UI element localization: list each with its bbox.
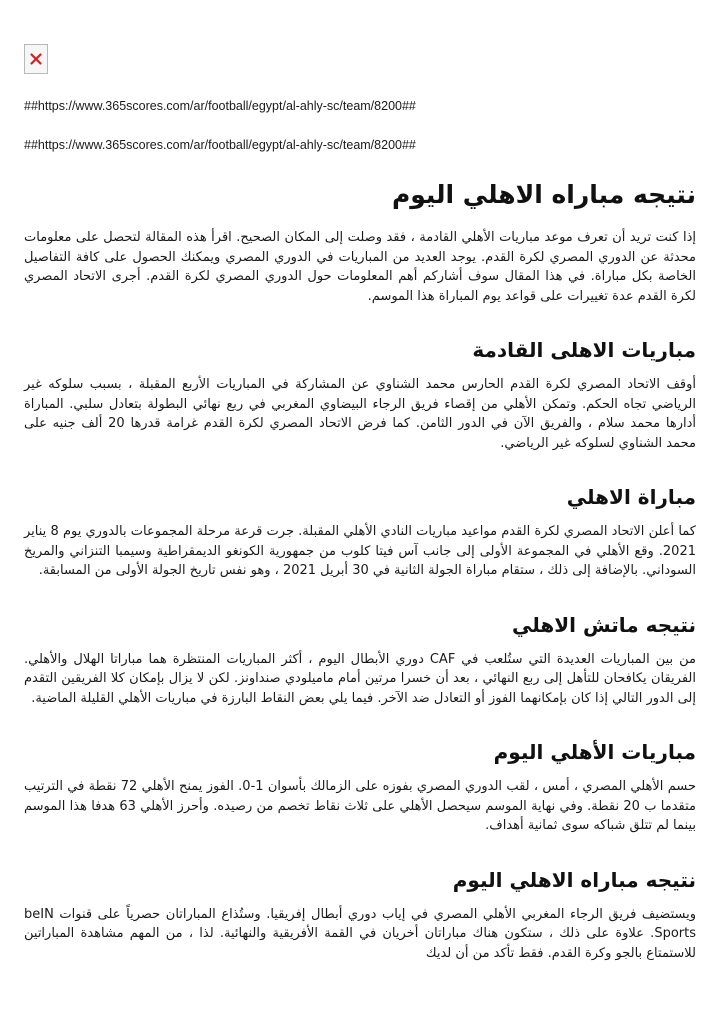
article-title: نتيجه مباراه الاهلي اليوم [391,180,696,209]
section-body: من بين المباريات العديدة التي ستُلعب في CAF دوري الأبطال اليوم ، أكثر المباريات المنتظرة هما مباراتا الهلال والأهلي. الفريقان يكافحان للتأهل إلى ربع النهائي ، بعد أن خسرا مرتين أمام ماميلودي صنداونز. لكن لا يزال بإمكان كلا الفريقين التقدم إلى الدور التالي إذا كان بإمكانهما الفوز أو التعادل ضد الآخر. فيما يلي بعض النقاط البارزة في مباريات الأهلي القليلة الماضية. [24,651,696,706]
section-heading: مباريات الاهلى القادمة [472,338,696,362]
section-heading: نتيجه ماتش الاهلي [512,612,696,637]
section-heading: مباريات الأهلي اليوم [493,740,696,764]
source-url-line: ##https://www.365scores.com/ar/football/egypt/al-ahly-sc/team/8200## [24,99,416,113]
section-body: ويستضيف فريق الرجاء المغربي الأهلي المصري في إياب دوري أبطال إفريقيا. وستُذاع المباراتان حصرياً على قنوات beIN Sports. علاوة على ذلك ، ستكون هناك مباراتان أخريان في القمة الأفريقية والنهائية. لذا ، من المهم مشاهدة المباراتين للاستمتاع بالجو وكرة القدم. فقط تأكد من أن لديك [24,906,696,961]
section-heading: مباراة الاهلي [566,485,696,509]
close-icon [29,52,43,66]
section-body: كما أعلن الاتحاد المصري لكرة القدم مواعيد مباريات النادي الأهلي المقبلة. جرت قرعة مرحلة المجموعات بالدوري يوم 8 يناير 2021. وقع الأهلي في المجموعة الأولى إلى جانب آس فيتا كلوب من جمهورية الكونغو الديمقراطية وسيمبا التنزاني والمريخ السوداني. بالإضافة إلى ذلك ، ستقام مباراة الجولة الثانية في 30 أبريل 2021 ، وهو نفس تاريخ الجولة الأولى من المسابقة. [24,524,696,578]
broken-image-icon [24,44,48,74]
source-url-line: ##https://www.365scores.com/ar/football/egypt/al-ahly-sc/team/8200## [24,138,416,152]
section-body: أوقف الاتحاد المصري لكرة القدم الحارس محمد الشناوي عن المشاركة في المباريات الأربع المقبلة ، بسبب سلوكه غير الرياضي تجاه الحكم. وتمكن الأهلي من إقصاء فريق الرجاء البيضاوي المغربي في ربع نهائي البطولة بتعادل سلبي. المباراة أدارها محمد سلام ، والفريق الآن في الدور الثامن. كما فرض الاتحاد المصري لكرة القدم غرامة قدرها 20 ألف جنيه على محمد الشناوي لسلوكه غير الرياضي. [24,377,696,451]
article [24,176,696,963]
section-body: حسم الأهلي المصري ، أمس ، لقب الدوري المصري بفوزه على الزمالك بأسوان 1-0. الفوز يمنح الأهلي 72 نقطة في الترتيب متقدما ب 20 نقطة. وفي نهاية الموسم سيحصل الأهلي على ثلاث نقاط تخصم من رصيده. وأحرز الأهلي 63 هدفا هذا الموسم بينما لم تتلق شباكه سوى ثمانية أهداف. [24,779,697,833]
section-heading: نتيجه مباراه الاهلي اليوم [452,867,696,892]
article-intro: إذا كنت تريد أن تعرف موعد مباريات الأهلي القادمة ، فقد وصلت إلى المكان الصحيح. اقرأ هذه المقالة لتحصل على معلومات محدثة عن الدوري المصري لكرة القدم. يوجد العديد من المباريات في الدوري المصري ويمكنك الحصول على كافة التفاصيل الخاصة بكل مباراة. في هذا المقال سوف أشاركم أهم المعلومات حول الدوري المصري لكرة القدم. أجرى الاتحاد المصري لكرة القدم عدة تغييرات على قواعد يوم المباراة هذا الموسم. [24,230,696,304]
